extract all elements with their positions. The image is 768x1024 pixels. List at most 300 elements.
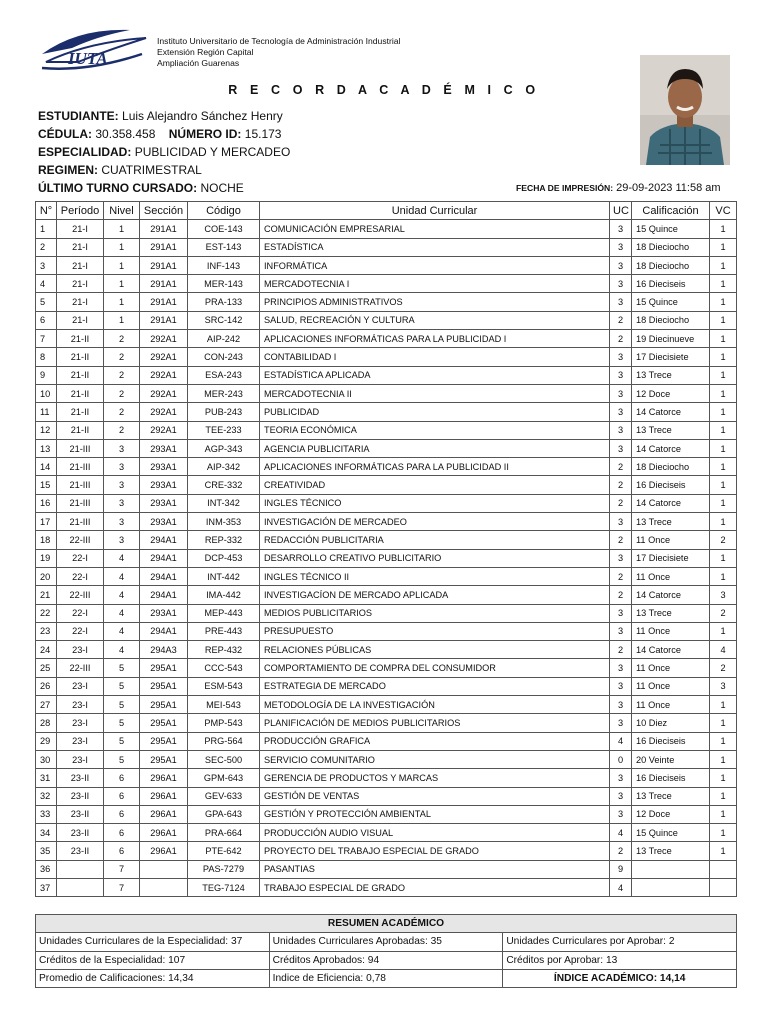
regime-row — [38, 163, 202, 177]
summary-title: RESUMEN ACADÉMICO — [36, 915, 737, 933]
table-row — [36, 696, 737, 714]
table-cell: TEE-233 — [188, 421, 260, 439]
table-cell: 1 — [710, 311, 737, 329]
table-row — [36, 878, 737, 896]
table-cell — [57, 878, 104, 896]
table-row — [36, 220, 737, 238]
table-row — [36, 494, 737, 512]
table-cell — [710, 860, 737, 878]
table-cell: 4 — [104, 549, 140, 567]
table-cell: 2 — [710, 659, 737, 677]
table-row — [36, 384, 737, 402]
table-cell: 23-II — [57, 824, 104, 842]
table-cell: 4 — [610, 732, 632, 750]
table-cell: PRA-664 — [188, 824, 260, 842]
table-cell: 23-I — [57, 677, 104, 695]
table-cell: 3 — [104, 513, 140, 531]
table-cell: 14 Catorce — [632, 586, 710, 604]
table-cell: 3 — [610, 769, 632, 787]
table-cell: 2 — [36, 238, 57, 256]
table-row — [36, 567, 737, 585]
table-cell: 2 — [610, 458, 632, 476]
table-cell: 21-I — [57, 220, 104, 238]
table-cell: 13 — [36, 439, 57, 457]
table-cell: ESTADÍSTICA APLICADA — [260, 366, 610, 384]
regime-label: REGIMEN: — [38, 163, 98, 177]
table-cell: GESTIÓN Y PROTECCIÓN AMBIENTAL — [260, 805, 610, 823]
table-cell: 16 Dieciseis — [632, 769, 710, 787]
table-cell: CCC-543 — [188, 659, 260, 677]
table-cell: 3 — [710, 677, 737, 695]
table-cell: 3 — [610, 238, 632, 256]
table-cell: 23-I — [57, 732, 104, 750]
table-cell: 292A1 — [140, 421, 188, 439]
table-cell: 1 — [710, 567, 737, 585]
table-cell: 16 Dieciseis — [632, 476, 710, 494]
table-cell: APLICACIONES INFORMÁTICAS PARA LA PUBLICIDAD I — [260, 330, 610, 348]
table-cell: 295A1 — [140, 750, 188, 768]
table-cell: 23-II — [57, 769, 104, 787]
academic-index: ÍNDICE ACADÉMICO: 14,14 — [503, 969, 737, 987]
table-cell: SERVICIO COMUNITARIO — [260, 750, 610, 768]
table-cell: 27 — [36, 696, 57, 714]
table-cell: 11 Once — [632, 659, 710, 677]
table-cell: 294A1 — [140, 586, 188, 604]
table-cell: 6 — [104, 824, 140, 842]
table-cell: MER-143 — [188, 275, 260, 293]
student-id-row — [38, 127, 281, 141]
specialty-label: ESPECIALIDAD: — [38, 145, 132, 159]
table-row — [36, 458, 737, 476]
table-cell: 5 — [104, 750, 140, 768]
table-cell: ESTRATEGIA DE MERCADO — [260, 677, 610, 695]
table-cell: 5 — [104, 696, 140, 714]
table-cell: 13 Trece — [632, 604, 710, 622]
table-cell: 294A1 — [140, 567, 188, 585]
table-cell: 23-I — [57, 750, 104, 768]
table-cell: 291A1 — [140, 293, 188, 311]
table-cell: 3 — [610, 384, 632, 402]
table-cell: 22-I — [57, 549, 104, 567]
table-cell: 1 — [710, 238, 737, 256]
table-cell: METODOLOGÍA DE LA INVESTIGACIÓN — [260, 696, 610, 714]
table-cell: 1 — [710, 403, 737, 421]
table-cell: 1 — [710, 494, 737, 512]
table-cell: GERENCIA DE PRODUCTOS Y MARCAS — [260, 769, 610, 787]
table-cell: 3 — [610, 366, 632, 384]
table-cell: 25 — [36, 659, 57, 677]
print-date-row — [516, 182, 721, 194]
table-cell: 22-III — [57, 531, 104, 549]
table-cell: INFORMÁTICA — [260, 256, 610, 274]
table-cell: REP-332 — [188, 531, 260, 549]
table-cell: 18 — [36, 531, 57, 549]
table-cell: 13 Trece — [632, 513, 710, 531]
table-row — [36, 330, 737, 348]
table-cell: 4 — [104, 567, 140, 585]
logo-text: IUTA — [68, 49, 108, 68]
table-cell: 21-I — [57, 238, 104, 256]
column-header: N° — [36, 202, 57, 220]
table-cell: 26 — [36, 677, 57, 695]
table-cell: 16 — [36, 494, 57, 512]
table-cell: 21-I — [57, 293, 104, 311]
table-cell: 295A1 — [140, 732, 188, 750]
table-cell: INF-143 — [188, 256, 260, 274]
table-row — [36, 513, 737, 531]
table-row — [36, 421, 737, 439]
table-cell: 1 — [710, 458, 737, 476]
table-cell: 293A1 — [140, 604, 188, 622]
table-cell: 293A1 — [140, 513, 188, 531]
table-cell: 21-III — [57, 476, 104, 494]
table-cell: 21-II — [57, 421, 104, 439]
units-pending: Unidades Curriculares por Aprobar: 2 — [503, 933, 737, 951]
table-cell: COE-143 — [188, 220, 260, 238]
table-cell: 292A1 — [140, 348, 188, 366]
table-cell: 8 — [36, 348, 57, 366]
table-cell: GESTIÓN DE VENTAS — [260, 787, 610, 805]
table-cell: ESA-243 — [188, 366, 260, 384]
print-date: 29-09-2023 11:58 am — [616, 182, 721, 194]
table-cell: 295A1 — [140, 677, 188, 695]
table-cell: 2 — [104, 384, 140, 402]
table-cell: 2 — [610, 842, 632, 860]
table-cell: REDACCIÓN PUBLICITARIA — [260, 531, 610, 549]
table-cell — [140, 860, 188, 878]
table-cell: 6 — [104, 769, 140, 787]
table-cell: 1 — [104, 293, 140, 311]
table-cell: 4 — [36, 275, 57, 293]
table-cell: 19 Diecinueve — [632, 330, 710, 348]
table-cell: 296A1 — [140, 842, 188, 860]
table-cell: 21-II — [57, 348, 104, 366]
table-row — [36, 659, 737, 677]
table-cell: AIP-342 — [188, 458, 260, 476]
column-header: Calificación — [632, 202, 710, 220]
table-cell: RELACIONES PÚBLICAS — [260, 641, 610, 659]
table-cell: 295A1 — [140, 696, 188, 714]
table-row — [36, 860, 737, 878]
table-cell: 1 — [710, 256, 737, 274]
units-approved: Unidades Curriculares Aprobadas: 35 — [269, 933, 503, 951]
table-row — [36, 476, 737, 494]
table-row — [36, 824, 737, 842]
table-cell: 1 — [710, 732, 737, 750]
table-cell: PLANIFICACIÓN DE MEDIOS PUBLICITARIOS — [260, 714, 610, 732]
credits-approved: Créditos Aprobados: 94 — [269, 951, 503, 969]
table-cell: 12 Doce — [632, 384, 710, 402]
table-cell — [632, 878, 710, 896]
credits-pending: Créditos por Aprobar: 13 — [503, 951, 737, 969]
table-row — [36, 439, 737, 457]
table-cell: 1 — [104, 220, 140, 238]
table-cell: 11 Once — [632, 567, 710, 585]
table-cell: 3 — [610, 421, 632, 439]
table-cell: 7 — [104, 878, 140, 896]
table-cell: 17 Diecisiete — [632, 549, 710, 567]
table-cell: 23-I — [57, 696, 104, 714]
table-cell: 2 — [610, 567, 632, 585]
table-cell: 1 — [710, 348, 737, 366]
table-cell: 2 — [610, 330, 632, 348]
table-cell: 291A1 — [140, 220, 188, 238]
table-cell: 1 — [710, 696, 737, 714]
table-cell: 3 — [610, 604, 632, 622]
student-number: 15.173 — [244, 127, 282, 141]
table-cell: 17 — [36, 513, 57, 531]
table-cell: 20 Veinte — [632, 750, 710, 768]
table-cell: SRC-142 — [188, 311, 260, 329]
table-cell: 11 Once — [632, 622, 710, 640]
table-cell: GEV-633 — [188, 787, 260, 805]
table-cell: 4 — [104, 641, 140, 659]
table-cell: 2 — [104, 330, 140, 348]
table-cell: 11 — [36, 403, 57, 421]
table-cell: 292A1 — [140, 403, 188, 421]
table-cell: 3 — [610, 805, 632, 823]
table-cell: 0 — [610, 750, 632, 768]
table-cell: 19 — [36, 549, 57, 567]
table-cell: 15 — [36, 476, 57, 494]
table-cell: 4 — [104, 622, 140, 640]
table-cell: PRODUCCIÓN AUDIO VISUAL — [260, 824, 610, 842]
units-specialty: Unidades Curriculares de la Especialidad: 37 — [36, 933, 270, 951]
table-cell: 16 Dieciseis — [632, 732, 710, 750]
table-cell: 291A1 — [140, 238, 188, 256]
table-cell: 4 — [104, 604, 140, 622]
table-row — [36, 256, 737, 274]
table-cell: 11 Once — [632, 531, 710, 549]
table-cell: 3 — [104, 494, 140, 512]
table-cell: 2 — [104, 348, 140, 366]
table-cell: 21-III — [57, 513, 104, 531]
table-cell: 1 — [104, 275, 140, 293]
table-cell: 1 — [710, 330, 737, 348]
table-cell: 11 Once — [632, 696, 710, 714]
institution-header — [157, 36, 400, 68]
table-cell: 33 — [36, 805, 57, 823]
table-cell: 14 Catorce — [632, 439, 710, 457]
table-cell: 1 — [710, 513, 737, 531]
table-cell: 1 — [710, 769, 737, 787]
page-title: R E C O R D A C A D É M I C O — [228, 83, 540, 97]
table-row — [36, 531, 737, 549]
table-cell: 6 — [36, 311, 57, 329]
table-cell: 10 Diez — [632, 714, 710, 732]
column-header: VC — [710, 202, 737, 220]
table-cell: 28 — [36, 714, 57, 732]
table-row — [36, 604, 737, 622]
table-cell: 23-I — [57, 714, 104, 732]
table-cell: 292A1 — [140, 384, 188, 402]
grades-body — [36, 220, 737, 897]
table-cell: CONTABILIDAD I — [260, 348, 610, 366]
table-row — [36, 787, 737, 805]
table-cell: ESM-543 — [188, 677, 260, 695]
table-cell: 22-III — [57, 659, 104, 677]
student-name-label: ESTUDIANTE: — [38, 109, 119, 123]
table-cell: PMP-543 — [188, 714, 260, 732]
table-row — [36, 238, 737, 256]
table-cell: 1 — [104, 238, 140, 256]
table-cell: PAS-7279 — [188, 860, 260, 878]
table-cell: 291A1 — [140, 311, 188, 329]
table-row — [36, 842, 737, 860]
table-cell: 14 — [36, 458, 57, 476]
table-cell: 293A1 — [140, 458, 188, 476]
table-cell: 2 — [610, 531, 632, 549]
table-row — [36, 769, 737, 787]
table-cell: 11 Once — [632, 677, 710, 695]
table-cell: 23-II — [57, 805, 104, 823]
table-cell: 1 — [710, 824, 737, 842]
table-cell: 291A1 — [140, 275, 188, 293]
table-row — [36, 348, 737, 366]
table-cell: 2 — [610, 641, 632, 659]
table-cell: 1 — [36, 220, 57, 238]
table-cell: 3 — [104, 439, 140, 457]
table-cell: 13 Trece — [632, 842, 710, 860]
table-cell: MERCADOTECNIA I — [260, 275, 610, 293]
table-cell: EST-143 — [188, 238, 260, 256]
table-cell: 21-II — [57, 330, 104, 348]
table-cell: 15 Quince — [632, 293, 710, 311]
table-cell: CRE-332 — [188, 476, 260, 494]
table-cell: TEORIA ECONÓMICA — [260, 421, 610, 439]
table-cell: 37 — [36, 878, 57, 896]
table-cell: 3 — [610, 348, 632, 366]
table-cell: 3 — [610, 659, 632, 677]
table-cell: PRE-443 — [188, 622, 260, 640]
table-cell: 292A1 — [140, 366, 188, 384]
table-row — [36, 641, 737, 659]
table-cell: 3 — [610, 220, 632, 238]
table-row — [36, 549, 737, 567]
column-header: UC — [610, 202, 632, 220]
table-cell: 296A1 — [140, 824, 188, 842]
table-cell: 12 Doce — [632, 805, 710, 823]
table-cell: 1 — [710, 805, 737, 823]
table-cell: 3 — [104, 476, 140, 494]
table-cell — [140, 878, 188, 896]
table-cell: COMUNICACIÓN EMPRESARIAL — [260, 220, 610, 238]
table-cell — [632, 860, 710, 878]
table-cell: TEG-7124 — [188, 878, 260, 896]
table-cell: 294A1 — [140, 622, 188, 640]
table-cell: PRESUPUESTO — [260, 622, 610, 640]
table-cell: 1 — [710, 366, 737, 384]
table-cell: 1 — [710, 787, 737, 805]
shift-label: ÚLTIMO TURNO CURSADO: — [38, 181, 198, 195]
table-cell: 5 — [104, 659, 140, 677]
table-cell: 23-I — [57, 641, 104, 659]
table-cell: 3 — [610, 275, 632, 293]
column-header: Unidad Curricular — [260, 202, 610, 220]
table-cell: INM-353 — [188, 513, 260, 531]
table-cell: INVESTIGACIÓN DE MERCADEO — [260, 513, 610, 531]
table-cell: 2 — [104, 403, 140, 421]
table-cell: 23-II — [57, 787, 104, 805]
table-row — [36, 366, 737, 384]
column-header: Período — [57, 202, 104, 220]
table-cell: PRINCIPIOS ADMINISTRATIVOS — [260, 293, 610, 311]
table-cell: 294A3 — [140, 641, 188, 659]
table-cell: AGENCIA PUBLICITARIA — [260, 439, 610, 457]
table-cell: 29 — [36, 732, 57, 750]
student-id: 30.358.458 — [95, 127, 156, 141]
table-cell: INGLES TÉCNICO II — [260, 567, 610, 585]
table-cell: 31 — [36, 769, 57, 787]
table-cell: TRABAJO ESPECIAL DE GRADO — [260, 878, 610, 896]
table-cell: 13 Trece — [632, 366, 710, 384]
table-cell: INT-442 — [188, 567, 260, 585]
table-cell: PRG-564 — [188, 732, 260, 750]
table-cell: 21 — [36, 586, 57, 604]
table-cell: 5 — [104, 677, 140, 695]
table-cell: 293A1 — [140, 476, 188, 494]
table-cell: 7 — [104, 860, 140, 878]
student-id-label: CÉDULA: — [38, 127, 92, 141]
table-cell: 21-III — [57, 494, 104, 512]
table-row — [36, 293, 737, 311]
table-cell: 22-I — [57, 622, 104, 640]
table-row — [36, 586, 737, 604]
table-cell: 3 — [610, 439, 632, 457]
table-cell — [710, 878, 737, 896]
grade-average: Promedio de Calificaciones: 14,34 — [36, 969, 270, 987]
table-cell: 4 — [710, 641, 737, 659]
table-cell: COMPORTAMIENTO DE COMPRA DEL CONSUMIDOR — [260, 659, 610, 677]
table-cell: 3 — [610, 403, 632, 421]
shift-row — [38, 181, 244, 195]
table-cell: 14 Catorce — [632, 641, 710, 659]
summary-table — [35, 914, 737, 988]
table-cell: 6 — [104, 787, 140, 805]
table-cell: 1 — [710, 439, 737, 457]
table-cell: DCP-453 — [188, 549, 260, 567]
table-cell: 2 — [610, 494, 632, 512]
table-cell: 35 — [36, 842, 57, 860]
table-cell: 3 — [610, 787, 632, 805]
table-cell: PROYECTO DEL TRABAJO ESPECIAL DE GRADO — [260, 842, 610, 860]
table-cell: 1 — [710, 622, 737, 640]
table-cell: 3 — [610, 256, 632, 274]
table-cell: 295A1 — [140, 659, 188, 677]
table-cell — [57, 860, 104, 878]
table-cell: PTE-642 — [188, 842, 260, 860]
table-cell: MEP-443 — [188, 604, 260, 622]
table-cell: CREATIVIDAD — [260, 476, 610, 494]
table-row — [36, 714, 737, 732]
table-cell: 1 — [710, 220, 737, 238]
table-cell: MERCADOTECNIA II — [260, 384, 610, 402]
table-cell: INVESTIGACÍON DE MERCADO APLICADA — [260, 586, 610, 604]
table-cell: 30 — [36, 750, 57, 768]
table-cell: 20 — [36, 567, 57, 585]
table-cell: ESTADÍSTICA — [260, 238, 610, 256]
table-cell: 4 — [104, 586, 140, 604]
table-row — [36, 275, 737, 293]
table-cell: MEDIOS PUBLICITARIOS — [260, 604, 610, 622]
efficiency-index: Indice de Eficiencia: 0,78 — [269, 969, 503, 987]
table-cell: DESARROLLO CREATIVO PUBLICITARIO — [260, 549, 610, 567]
table-cell: 34 — [36, 824, 57, 842]
table-cell: 7 — [36, 330, 57, 348]
table-cell: 3 — [610, 714, 632, 732]
table-cell: 3 — [610, 696, 632, 714]
table-cell: 1 — [710, 476, 737, 494]
